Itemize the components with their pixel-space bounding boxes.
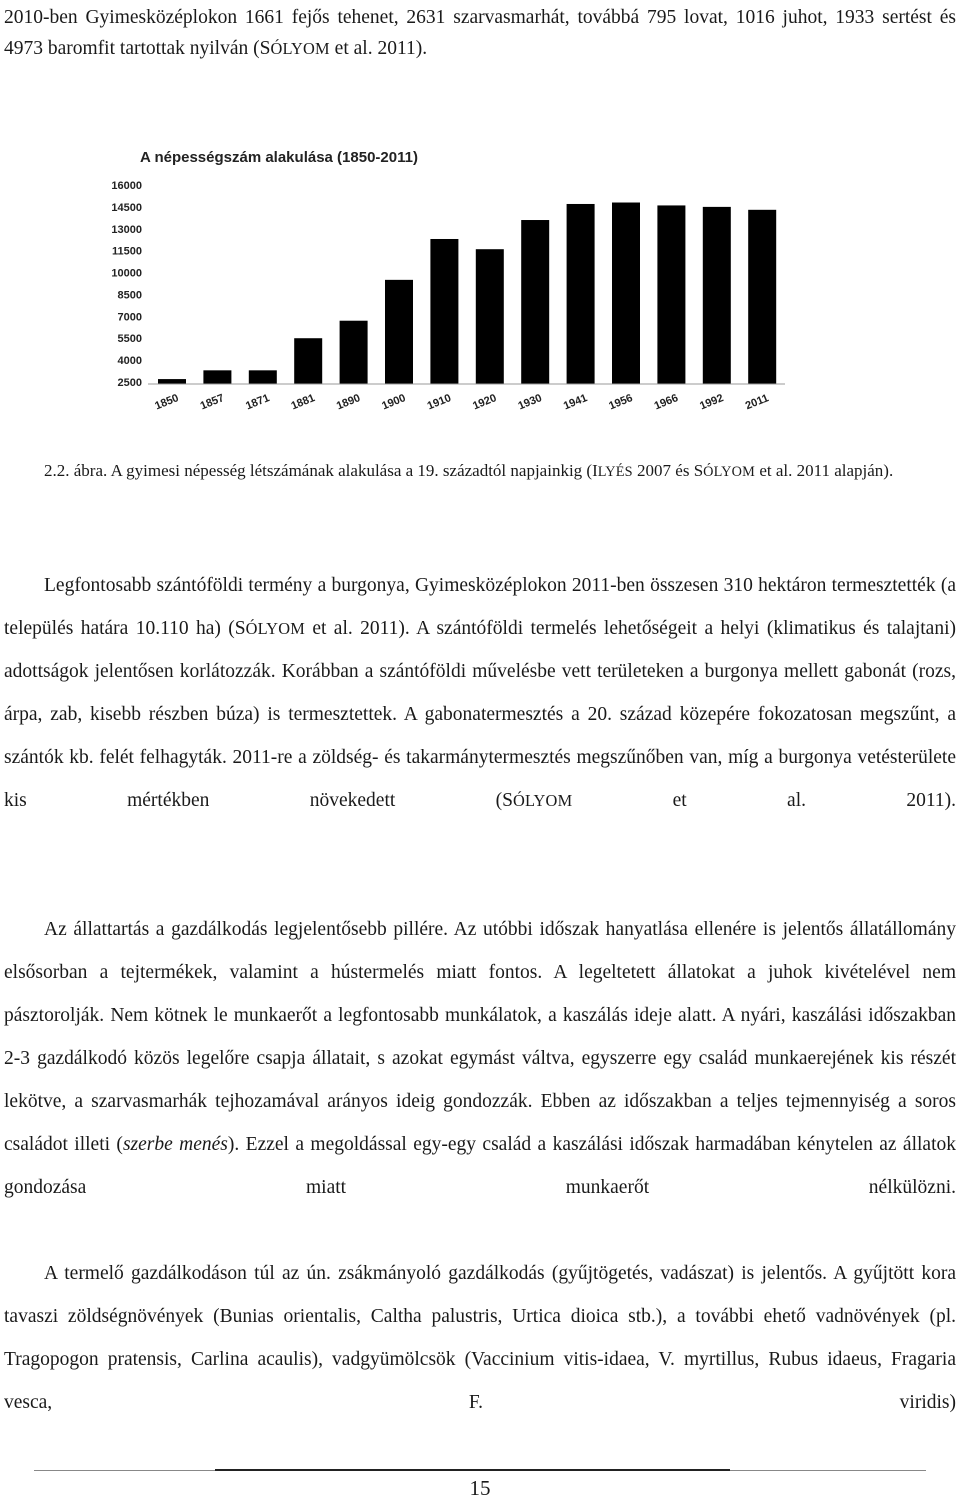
bar-1881 [294,338,322,384]
caption-author-b: ÓLYOM [703,464,756,480]
x-tick-label: 1900 [380,392,408,413]
footer-rule-accent [215,1469,730,1471]
y-tick-label: 7000 [117,311,142,324]
p1-text-c: et al. 2011). [572,790,956,811]
x-tick-label: 1941 [561,392,590,413]
bar-2011 [748,210,776,384]
bar-1920 [476,249,504,384]
x-tick-label: 1920 [471,392,499,413]
caption-author-a: LYÉS [597,464,633,480]
paragraph-livestock [4,908,956,1209]
y-tick-label: 14500 [111,201,142,214]
x-tick-label: 1871 [244,392,272,413]
x-tick-label: 1930 [516,392,544,413]
paragraph-gathering [4,1252,956,1424]
bar-1992 [703,207,731,384]
figure-caption [4,458,956,485]
p3-text: A termelő gazdálkodáson túl az ún. zsákmányoló gazdálkodás (gyűjtögetés, vadászat) is jelentős. A gyűjtött kora tavaszi zöldségnövények (Bunias orientalis, Caltha palustris, Urtica dioica stb.), a további ehető vadnövények (pl. Tragopogon pratensis, Carlina acaulis), vadgyümölcsök (Vaccinium vitis-idaea, V. myrtillus, Rubus idaeus, Fragaria vesca, F. viridis) [4,1263,956,1413]
x-tick-label: 1850 [153,392,181,413]
y-tick-label: 5500 [117,333,142,346]
chart-bars [158,203,776,384]
chart-title: A népességszám alakulása (1850-2011) [140,149,418,166]
p2-text-a: Az állattartás a gazdálkodás legjelentősebb pillére. Az utóbbi időszak hanyatlása ellenére is jelentős állatállomány elsősorban a tejtermékek, valamint a hústermelés miatt fontos. A legeltetett állatokat a juhok kivételével nem pásztorolják. Nem kötnek le munkaerőt a legfontosabb munkálatok, a kaszálás ideje alatt. A nyári, kaszálási időszakban 2-3 gazdálkodó közös legelőre csapja állatait, s azokat egymást váltva, egyszerre egy család munkaerejének kis részét lekötve, a szarvasmarhák tejhozamával arányos ideig gondozzák. Ebben az időszakban a teljes tejmennyiség a soros családot illeti ( [4,919,956,1155]
p1-author-a: ÓLYOM [245,619,305,638]
p2-italic-term: szerbe menés [122,1134,228,1155]
x-tick-label: 1881 [289,392,317,413]
y-axis-ticks [111,180,142,389]
x-tick-label: 1910 [425,392,453,413]
x-axis-ticks [153,392,770,412]
author-name: ÓLYOM [270,39,330,58]
intro-paragraph [4,2,956,64]
bar-1890 [340,321,368,384]
x-tick-label: 1857 [198,392,226,413]
bar-1966 [657,205,685,384]
bar-1857 [203,370,231,384]
x-tick-label: 1992 [698,392,726,413]
caption-text-b: 2007 és S [632,461,704,480]
x-tick-label: 1890 [334,392,363,413]
population-bar-chart [85,143,795,433]
caption-number: 2.2. ábra. [44,461,108,480]
x-tick-label: 2011 [743,392,771,413]
intro-text: 2010-ben Gyimesközéplokon 1661 fejős tehenet, 2631 szarvasmarhát, továbbá 795 lovat, 1016 juhot, 1933 sertést és 4973 baromfit tartottak nyilván (S [4,7,956,59]
bar-1956 [612,203,640,384]
y-tick-label: 11500 [112,245,142,258]
p1-text-a: Legfontosabb szántóföldi termény a burgonya, Gyimesközéplokon 2011-ben összesen 310 hektáron termesztették (a település határa 10.110 ha) (S [4,575,956,639]
y-tick-label: 8500 [117,289,142,302]
caption-text-c: et al. 2011 alapján). [755,461,894,480]
intro-text-end: et al. 2011). [329,38,428,59]
p2-text-b: ). Ezzel a megoldással egy-egy család a kaszálási időszak harmadában kénytelen az állatok gondozása miatt munkaerőt nélkülözni. [4,1134,956,1198]
y-tick-label: 2500 [117,377,142,389]
page-number: 15 [469,1476,491,1500]
y-tick-label: 13000 [111,223,142,236]
bar-1850 [158,379,186,384]
bar-1910 [430,239,458,384]
x-tick-label: 1956 [607,392,635,413]
y-tick-label: 4000 [117,355,142,368]
p1-text-b: et al. 2011). A szántóföldi termelés lehetőségeit a helyi (klimatikus és talajtani) adottságok jelentősen korlátozzák. Korábban a szántóföldi művelésbe vett területeken a burgonya mellett gabonát (rozs, árpa, zab, kisebb részben búza) is termesztettek. A gabonatermesztés a 20. század közepére fokozatosan megszűnt, a szántók kb. felét felhagyták. 2011-re a zöldség- és takarmánytermesztés megszűnőben van, míg a burgonya vetésterülete kis mértékben növekedett (S [4,618,956,811]
caption-text-a: A gyimesi népesség létszámának alakulása a 19. századtól napjainkig (I [107,461,598,480]
x-tick-label: 1966 [652,392,680,413]
bar-1930 [521,220,549,384]
bar-1941 [567,204,595,384]
bar-1900 [385,280,413,384]
y-tick-label: 16000 [111,180,142,192]
y-tick-label: 10000 [111,267,142,280]
paragraph-crops [4,564,956,822]
p1-author-b: ÓLYOM [512,791,573,810]
bar-1871 [249,370,277,384]
